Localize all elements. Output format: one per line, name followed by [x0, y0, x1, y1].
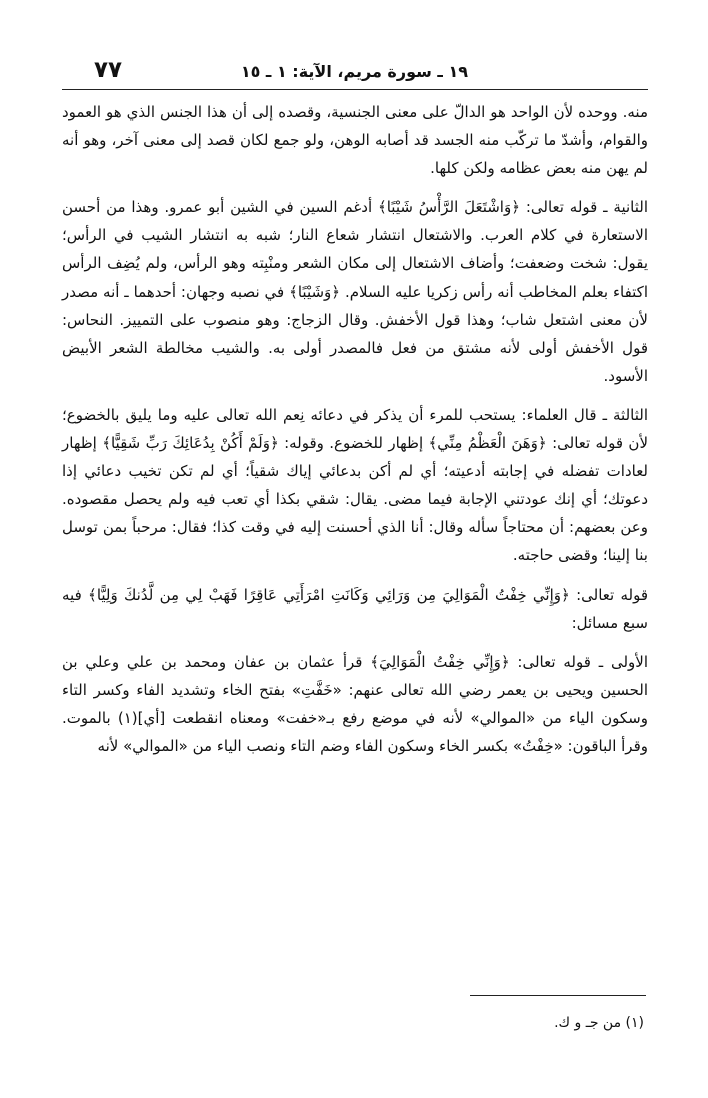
footnote-rule	[470, 995, 646, 996]
paragraph-gap	[62, 390, 648, 401]
paragraph-gap	[62, 570, 648, 581]
paragraph-1: منه. ووحده لأن الواحد هو الدالّ على معنى الجنسية، وقصده إلى أن هذا الجنس الذي هو العمود والقوام، وأشدّ ما تركّب منه الجسد قد أصابه الوهن، ولو جمع لكان قصد إلى معنى آخر، وهو أنه لم يهن منه بعض عظامه ولكن كلها.	[62, 103, 648, 178]
paragraph-4: قوله تعالى: ﴿وَإِنِّي خِفْتُ الْمَوَالِيَ مِن وَرَائِي وَكَانَتِ امْرَأَتِي عَاقِرًا فَهَبْ لِي مِن لَّدُنكَ وَلِيًّا﴾ فيه سبع مسائل:	[62, 585, 648, 632]
page-number: ٧٧	[94, 57, 123, 83]
paragraph-5: الأولى ـ قوله تعالى: ﴿وَإِنِّي خِفْتُ الْمَوَالِيَ﴾ قرأ عثمان بن عفان ومحمد بن علي وعلي بن الحسين ويحيى بن يعمر رضي الله تعالى عنهم: «خَفَّتِ» بفتح الخاء وتشديد الفاء وكسر التاء وسكون الياء من «الموالي» لأنه في موضع رفع بـ«خفت» ومعناه انقطعت [أي](١) بالموت. وقرأ الباقون: «خِفْتُ» بكسر الخاء وسكون الفاء وضم التاء ونصب الياء من «الموالي» لأنه	[62, 652, 648, 755]
paragraph-gap	[62, 182, 648, 193]
paragraph-2: الثانية ـ قوله تعالى: ﴿وَاشْتَعَلَ الرَّأْسُ شَيْبًا﴾ أدغم السين في الشين أبو عمرو. وهذا من أحسن الاستعارة في كلام العرب. والاشتعال انتشار شعاع النار؛ شبه به انتشار الشيب في الرأس؛ يقول: شخت وضعفت؛ وأضاف الاشتعال إلى مكان الشعر ومنْبِته وهو الرأس، ولم يُضِف الرأس اكتفاء بعلم المخاطب أنه رأس زكريا عليه السلام. ﴿وَشَيْبًا﴾ في نصبه وجهان: أحدهما ـ أنه مصدر لأن معنى اشتعل شاب؛ وهذا قول الأخفش. وقال الزجاج: وهو منصوب على التمييز. النحاس: قول الأخفش أولى لأنه مشتق من فعل فالمصدر أولى به. والشيب مخالطة الشعر الأبيض الأسود.	[62, 198, 648, 385]
running-head: ١٩ ـ سورة مريم، الآية: ١ ـ ١٥	[240, 62, 468, 81]
main-text	[62, 98, 648, 760]
paragraph-3: الثالثة ـ قال العلماء: يستحب للمرء أن يذكر في دعائه نِعم الله تعالى عليه وما يليق بالخضوع؛ لأن قوله تعالى: ﴿وَهَنَ الْعَظْمُ مِنِّي﴾ إظهار للخضوع. وقوله: ﴿وَلَمْ أَكُنْ بِدُعَائِكَ رَبِّ شَقِيًّا﴾ إظهار لعادات تفضله في إجابته أدعيته؛ أي لم أكن بدعائي إياك شقياً؛ أي لم تكن تخيب دعائي إذا دعوتك؛ أي إنك عودتني الإجابة فيما مضى. يقال: شقي بكذا أي تعب فيه ولم يحصل مقصوده. وعن بعضهم: أن محتاجاً سأله وقال: أنا الذي أحسنت إليه في وقت كذا؛ فقال: مرحباً بمن توسل بنا إلينا؛ وقضى حاجته.	[62, 405, 648, 565]
footnote: (١) من جـ و ك.	[554, 1015, 644, 1031]
paragraph-gap	[62, 637, 648, 648]
header-rule	[62, 89, 648, 90]
